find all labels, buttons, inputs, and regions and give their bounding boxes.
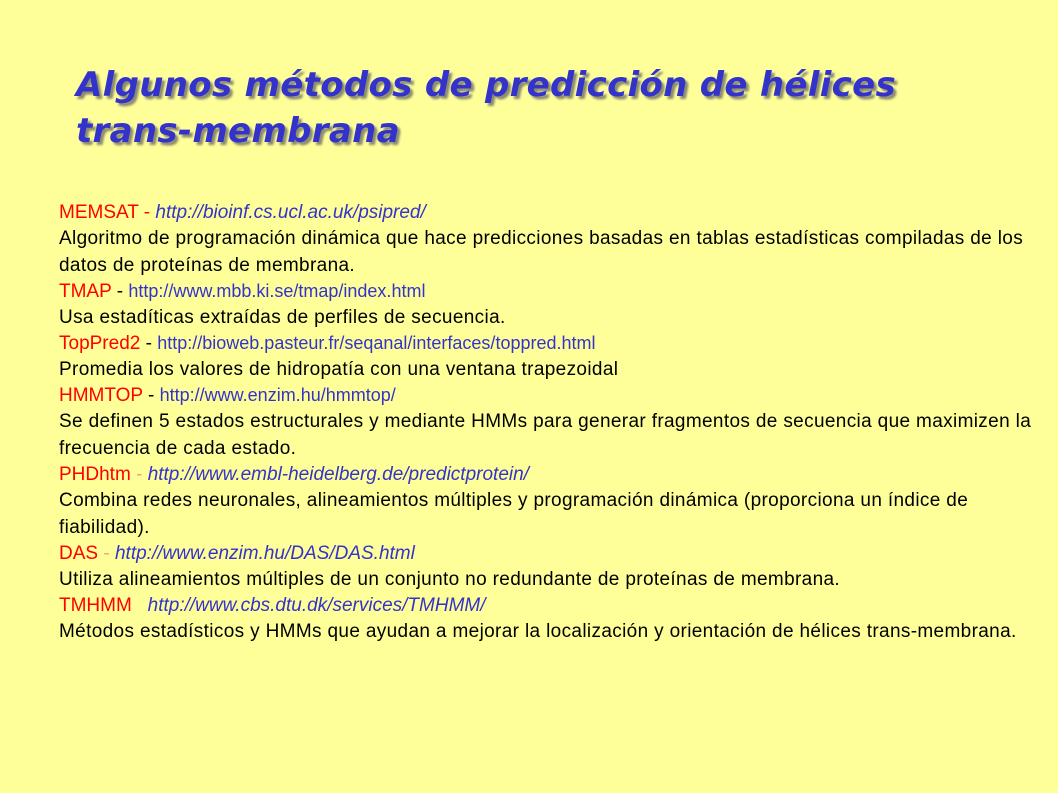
method-name: TMAP: [59, 281, 112, 302]
method-name: TopPred2: [59, 333, 141, 354]
method-name: MEMSAT: [59, 202, 139, 223]
method-link[interactable]: http://www.enzim.hu/hmmtop/: [159, 385, 396, 405]
separator: [132, 595, 148, 616]
method-description: Se definen 5 estados estructurales y mediante HMMs para generar fragmentos de secuencia que maximizen la frecuencia de cada estado.: [59, 411, 1032, 459]
slide-title-line-1: Algunos métodos de predicción de hélices: [76, 65, 897, 105]
method-entry-tmap: [59, 279, 1039, 331]
method-entry-memsat: [59, 200, 1039, 279]
method-list: [59, 200, 1039, 645]
method-name: DAS: [59, 543, 99, 564]
method-link[interactable]: http://www.enzim.hu/DAS/DAS.html: [114, 543, 415, 564]
method-description: Usa estadíticas extraídas de perfiles de secuencia.: [59, 307, 506, 328]
method-name: PHDhtm: [59, 464, 131, 485]
separator: -: [111, 281, 129, 302]
method-entry-toppred2: [59, 331, 1039, 383]
method-link[interactable]: http://bioinf.cs.ucl.ac.uk/psipred/: [155, 202, 426, 223]
method-description: Combina redes neuronales, alineamientos múltiples y programación dinámica (proporciona un índice de fiabilidad).: [59, 490, 969, 538]
method-entry-phdhtm: [59, 462, 1039, 541]
method-link[interactable]: http://www.cbs.dtu.dk/services/TMHMM/: [147, 595, 486, 616]
method-link[interactable]: http://www.embl-heidelberg.de/predictprotein/: [147, 464, 529, 485]
method-description: Algoritmo de programación dinámica que hace predicciones basadas en tablas estadísticas compiladas de los datos de proteínas de membrana.: [59, 228, 1024, 276]
method-name: HMMTOP: [59, 385, 143, 406]
separator: -: [140, 333, 158, 354]
separator: -: [138, 202, 156, 223]
separator: -: [130, 464, 148, 485]
slide-title-line-2: trans-membrana: [76, 111, 400, 151]
method-description: Utiliza alineamientos múltiples de un conjunto no redundante de proteínas de membrana.: [59, 569, 841, 590]
method-entry-das: [59, 541, 1039, 593]
method-description: Métodos estadísticos y HMMs que ayudan a mejorar la localización y orientación de hélices trans-membrana.: [59, 621, 1017, 642]
method-link[interactable]: http://www.mbb.ki.se/tmap/index.html: [128, 281, 426, 301]
slide-title: [76, 62, 1016, 154]
method-entry-tmhmm: [59, 593, 1039, 645]
method-entry-hmmtop: [59, 383, 1039, 462]
method-description: Promedia los valores de hidropatía con una ventana trapezoidal: [59, 359, 619, 380]
method-link[interactable]: http://bioweb.pasteur.fr/seqanal/interfaces/toppred.html: [157, 333, 596, 353]
separator: -: [98, 543, 115, 564]
separator: -: [142, 385, 160, 406]
method-name: TMHMM: [59, 595, 132, 616]
